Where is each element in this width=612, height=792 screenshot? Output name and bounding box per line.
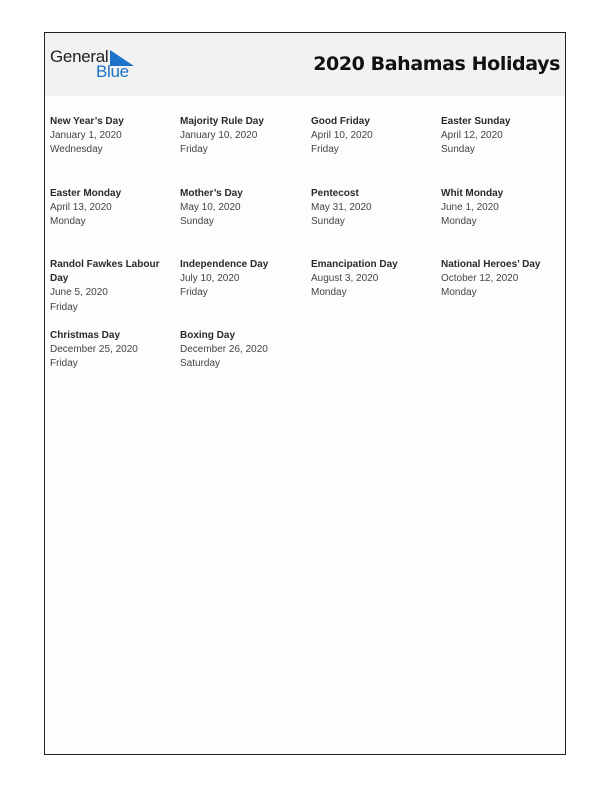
holiday-date: October 12, 2020 [441,273,519,285]
holiday-date: January 10, 2020 [180,130,258,142]
holiday-weekday: Sunday [441,144,475,156]
holiday-name: Whit Monday [441,188,504,199]
holiday-item [50,187,174,230]
holiday-weekday: Sunday [180,216,214,228]
holiday-weekday: Friday [180,287,208,299]
holiday-item [441,187,565,230]
holiday-name: Good Friday [311,116,370,127]
holiday-name: Randol Fawkes Labour Day [50,259,160,285]
holiday-item [441,258,569,301]
holiday-weekday: Friday [311,144,339,156]
holiday-date: August 3, 2020 [311,273,379,285]
holiday-weekday: Friday [50,358,78,370]
holiday-date: April 10, 2020 [311,130,373,142]
holiday-weekday: Friday [50,301,78,313]
holiday-date: May 31, 2020 [311,202,372,214]
holiday-item [180,187,304,230]
holiday-date: January 1, 2020 [50,130,122,142]
holiday-date: December 26, 2020 [180,344,268,356]
holiday-item [50,115,174,158]
holiday-date: June 1, 2020 [441,202,499,214]
holiday-weekday: Monday [441,287,477,299]
holiday-name: Majority Rule Day [180,116,264,127]
page-title: 2020 Bahamas Holidays [313,53,560,75]
header-bar [45,33,565,96]
holiday-item [50,258,174,315]
holiday-item [180,258,304,301]
holiday-item [311,258,435,301]
holiday-item [180,329,304,372]
holiday-name: Pentecost [311,188,359,199]
holiday-name: National Heroes’ Day [441,259,541,270]
holiday-date: April 12, 2020 [441,130,503,142]
holiday-weekday: Sunday [311,216,345,228]
logo-text-blue: Blue [96,62,129,81]
holiday-weekday: Saturday [180,358,221,370]
holiday-name: Easter Monday [50,188,122,199]
holiday-date: July 10, 2020 [180,273,240,285]
holiday-item [311,187,435,230]
holiday-name: Mother’s Day [180,188,243,199]
logo-text-general: General [50,47,109,66]
holiday-name: Christmas Day [50,330,121,341]
holiday-item [311,115,435,158]
holiday-weekday: Monday [441,216,477,228]
holiday-weekday: Wednesday [50,144,103,156]
holiday-name: New Year’s Day [50,116,124,127]
holiday-item [50,329,174,372]
holiday-name: Easter Sunday [441,116,511,127]
holiday-date: May 10, 2020 [180,202,241,214]
holiday-weekday: Friday [180,144,208,156]
holiday-name: Independence Day [180,259,269,270]
generalblue-logo[interactable] [50,47,140,83]
holiday-date: December 25, 2020 [50,344,138,356]
holiday-weekday: Monday [311,287,347,299]
holiday-item [180,115,304,158]
holiday-date: June 5, 2020 [50,287,108,299]
holiday-item [441,115,565,158]
holiday-weekday: Monday [50,216,86,228]
holiday-name: Boxing Day [180,330,236,341]
page-frame [44,32,566,755]
holiday-date: April 13, 2020 [50,202,112,214]
holiday-name: Emancipation Day [311,259,398,270]
